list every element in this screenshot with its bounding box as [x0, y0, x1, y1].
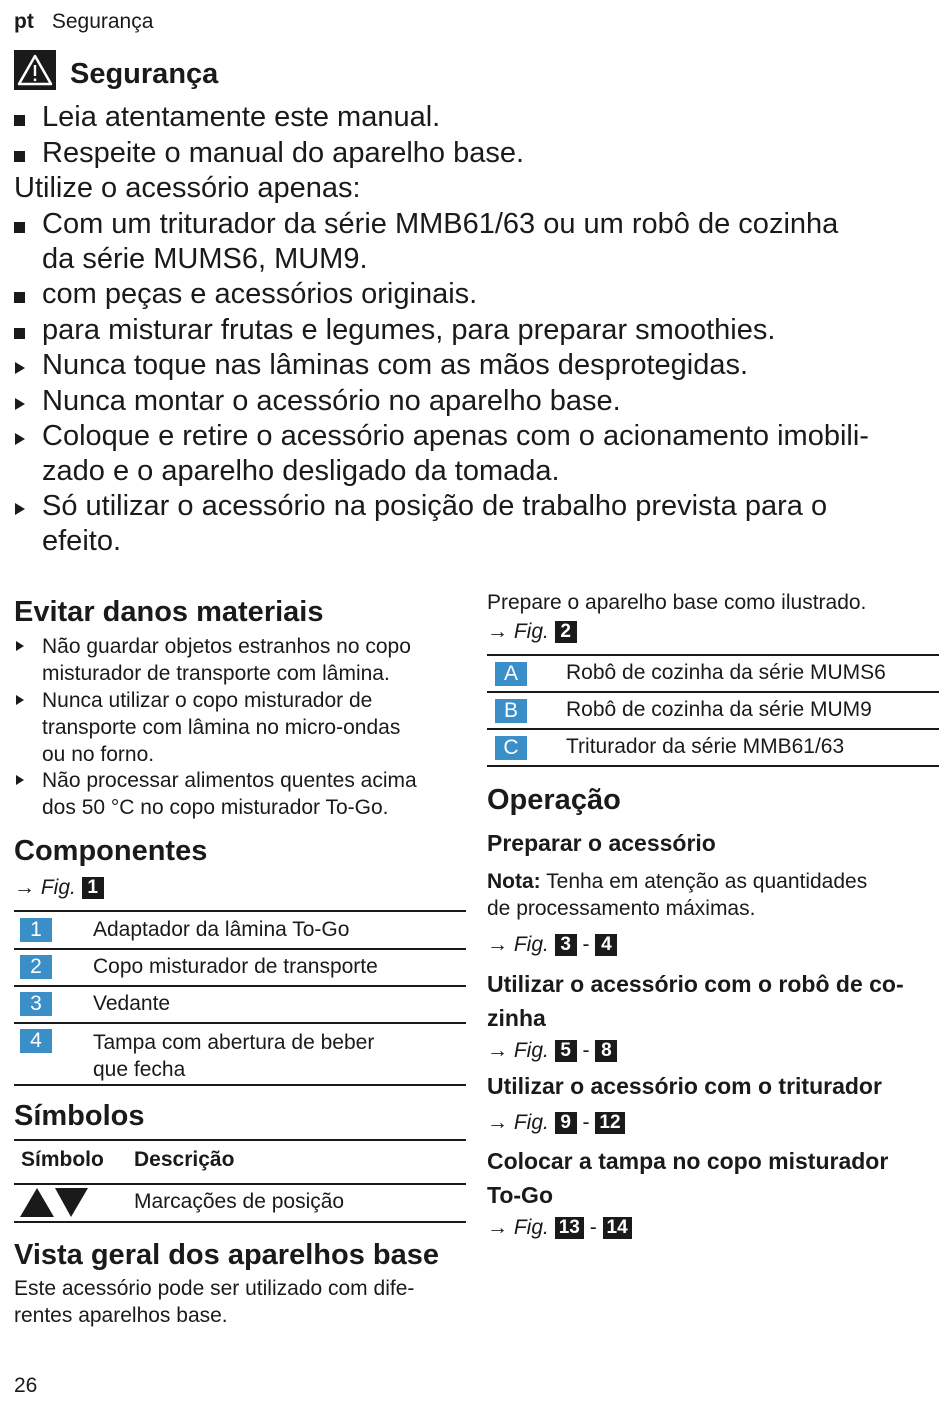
symbol-description: Marcações de posição	[134, 1190, 345, 1213]
safety-intro: Utilize o acessório apenas:	[14, 172, 361, 204]
list-item: Nunca utilizar o copo misturador de transporte com lâmina no micro-ondas ou no forno.	[14, 687, 464, 767]
operation-title: Operação	[487, 784, 621, 816]
lid-title: Colocar a tampa no copo misturador To-Go	[487, 1148, 889, 1208]
damage-title: Evitar danos materiais	[14, 596, 324, 628]
list-item: Não processar alimentos quentes acima dos 50 °C no copo misturador To-Go.	[14, 767, 464, 821]
safety-warning: Só utilizar o acessório na posição de trabalho prevista para o efeito.	[14, 489, 939, 559]
fig-reference: → Fig. 9 - 12	[487, 1111, 625, 1135]
table-row: 3 Vedante	[14, 987, 466, 1024]
fig-reference: → Fig. 2	[487, 620, 577, 644]
arrow-right-icon	[16, 775, 24, 785]
prepare-accessory-title: Preparar o acessório	[487, 830, 716, 856]
fig-reference: → Fig. 5 - 8	[487, 1039, 617, 1063]
arrow-right-icon	[15, 398, 25, 410]
prepare-base-text: Prepare o aparelho base como ilustrado.	[487, 591, 867, 614]
safety-bullet: Com um triturador da série MMB61/63 ou um robô de cozinha da série MUMS6, MUM9.	[14, 207, 939, 277]
page-number: 26	[14, 1374, 38, 1397]
divider	[14, 1139, 466, 1141]
bullet-square-icon	[14, 292, 25, 303]
divider	[14, 1183, 466, 1185]
position-markers-icon	[20, 1188, 90, 1223]
list-item: Não guardar objetos estranhos no copo misturador de transporte com lâmina.	[14, 633, 464, 687]
fig-reference: → Fig. 13 - 14	[487, 1216, 632, 1240]
arrow-right-icon	[16, 641, 24, 651]
damage-list	[14, 633, 464, 821]
bullet-square-icon	[14, 151, 25, 162]
note: Nota: Tenha em atenção as quantidades de processamento máximas.	[487, 870, 868, 920]
fig-reference: → Fig. 1	[14, 876, 104, 900]
table-row: A Robô de cozinha da série MUMS6	[487, 656, 939, 693]
arrow-right-icon	[15, 433, 25, 445]
base-devices-table	[487, 656, 939, 767]
arrow-right-icon	[16, 695, 24, 705]
safety-title: Segurança	[70, 58, 219, 90]
table-row: 4 Tampa com abertura de beber que fecha	[14, 1024, 466, 1086]
blender-usage-title: Utilizar o acessório com o triturador	[487, 1073, 882, 1099]
fig-reference: → Fig. 3 - 4	[487, 933, 617, 957]
table-row: C Triturador da série MMB61/63	[487, 730, 939, 767]
page-header	[14, 10, 153, 34]
symbols-col-symbol: Símbolo	[21, 1148, 104, 1171]
overview-text: Este acessório pode ser utilizado com dife- rentes aparelhos base.	[14, 1277, 415, 1327]
table-row: 2 Copo misturador de transporte	[14, 950, 466, 987]
language-code: pt	[14, 10, 34, 33]
robot-usage-title: Utilizar o acessório com o robô de co- zinha	[487, 971, 904, 1031]
bullet-square-icon	[14, 222, 25, 233]
symbols-title: Símbolos	[14, 1100, 145, 1132]
arrow-right-icon	[15, 503, 25, 515]
overview-title: Vista geral dos aparelhos base	[14, 1239, 439, 1271]
bullet-square-icon	[14, 115, 25, 126]
divider	[14, 910, 466, 912]
header-section: Segurança	[51, 10, 154, 33]
warning-icon	[14, 50, 56, 90]
safety-warning: Coloque e retire o acessório apenas com o acionamento imobili- zado e o aparelho desligado da tomada.	[14, 419, 939, 489]
arrow-right-icon	[15, 362, 25, 374]
symbols-col-desc: Descrição	[134, 1148, 235, 1171]
divider	[14, 1221, 466, 1223]
bullet-square-icon	[14, 328, 25, 339]
components-title: Componentes	[14, 835, 208, 867]
table-row: 1 Adaptador da lâmina To-Go	[14, 913, 466, 950]
table-row: B Robô de cozinha da série MUM9	[487, 693, 939, 730]
components-table	[14, 913, 466, 1086]
